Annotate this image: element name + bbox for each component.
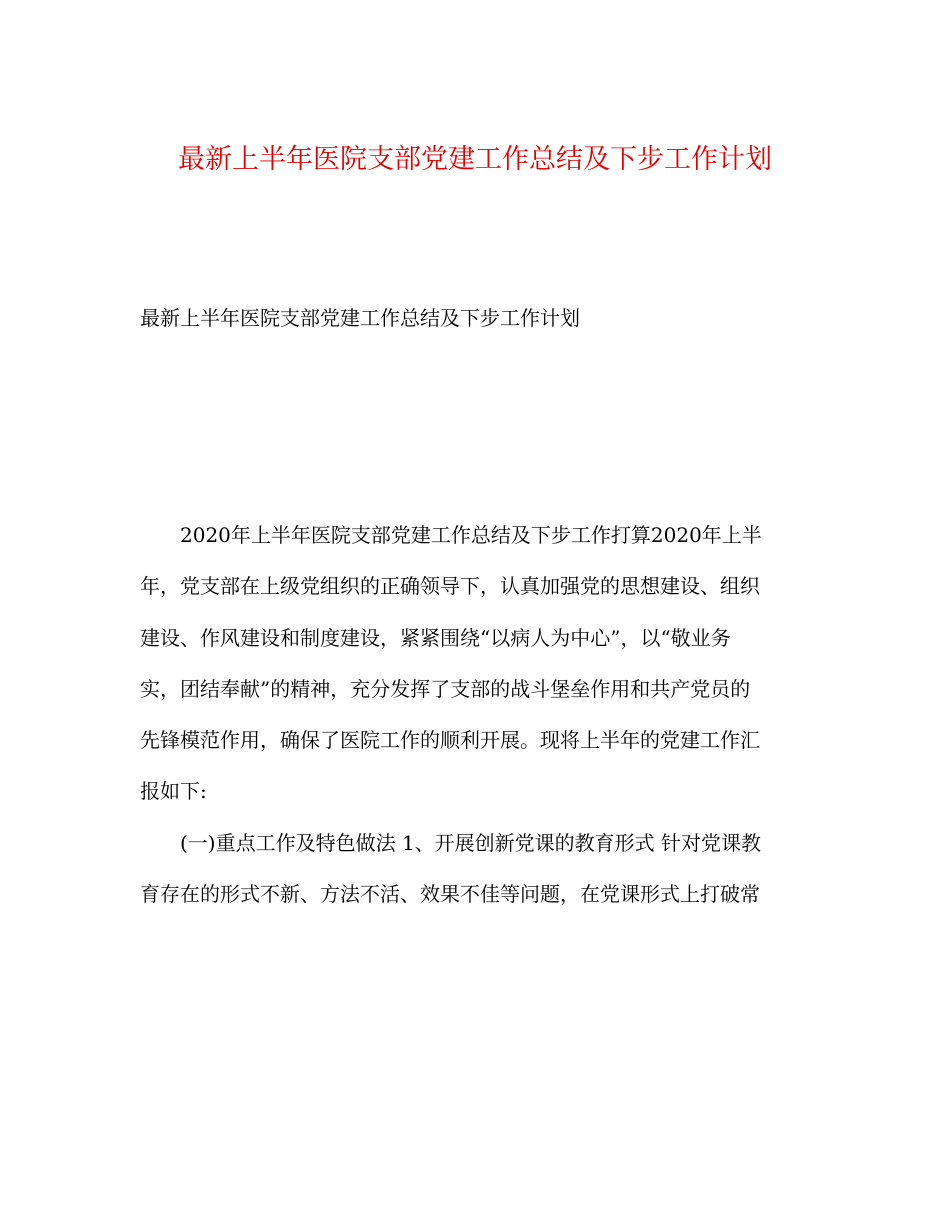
body-line: (一)重点工作及特色做法 1、开展创新党课的教育形式 针对党课教 — [180, 830, 762, 855]
document-subtitle: 最新上半年医院支部党建工作总结及下步工作计划 — [140, 306, 580, 330]
body-line: 先锋模范作用，确保了医院工作的顺利开展。现将上半年的党建工作汇 — [140, 728, 760, 753]
document-body — [140, 517, 820, 927]
body-line: 育存在的形式不新、方法不活、效果不佳等问题，在党课形式上打破常 — [140, 882, 760, 907]
body-line: 建设、作风建设和制度建设，紧紧围绕“以病人为中心”，以“敬业务 — [140, 625, 731, 650]
body-line: 2020年上半年医院支部党建工作总结及下步工作打算2020年上半 — [180, 523, 762, 547]
body-line: 年，党支部在上级党组织的正确领导下，认真加强党的思想建设、组织 — [140, 574, 760, 599]
body-line: 报如下: — [140, 779, 207, 804]
body-line: 实，团结奉献”的精神，充分发挥了支部的战斗堡垒作用和共产党员的 — [140, 676, 751, 701]
document-title: 最新上半年医院支部党建工作总结及下步工作计划 — [178, 144, 772, 175]
